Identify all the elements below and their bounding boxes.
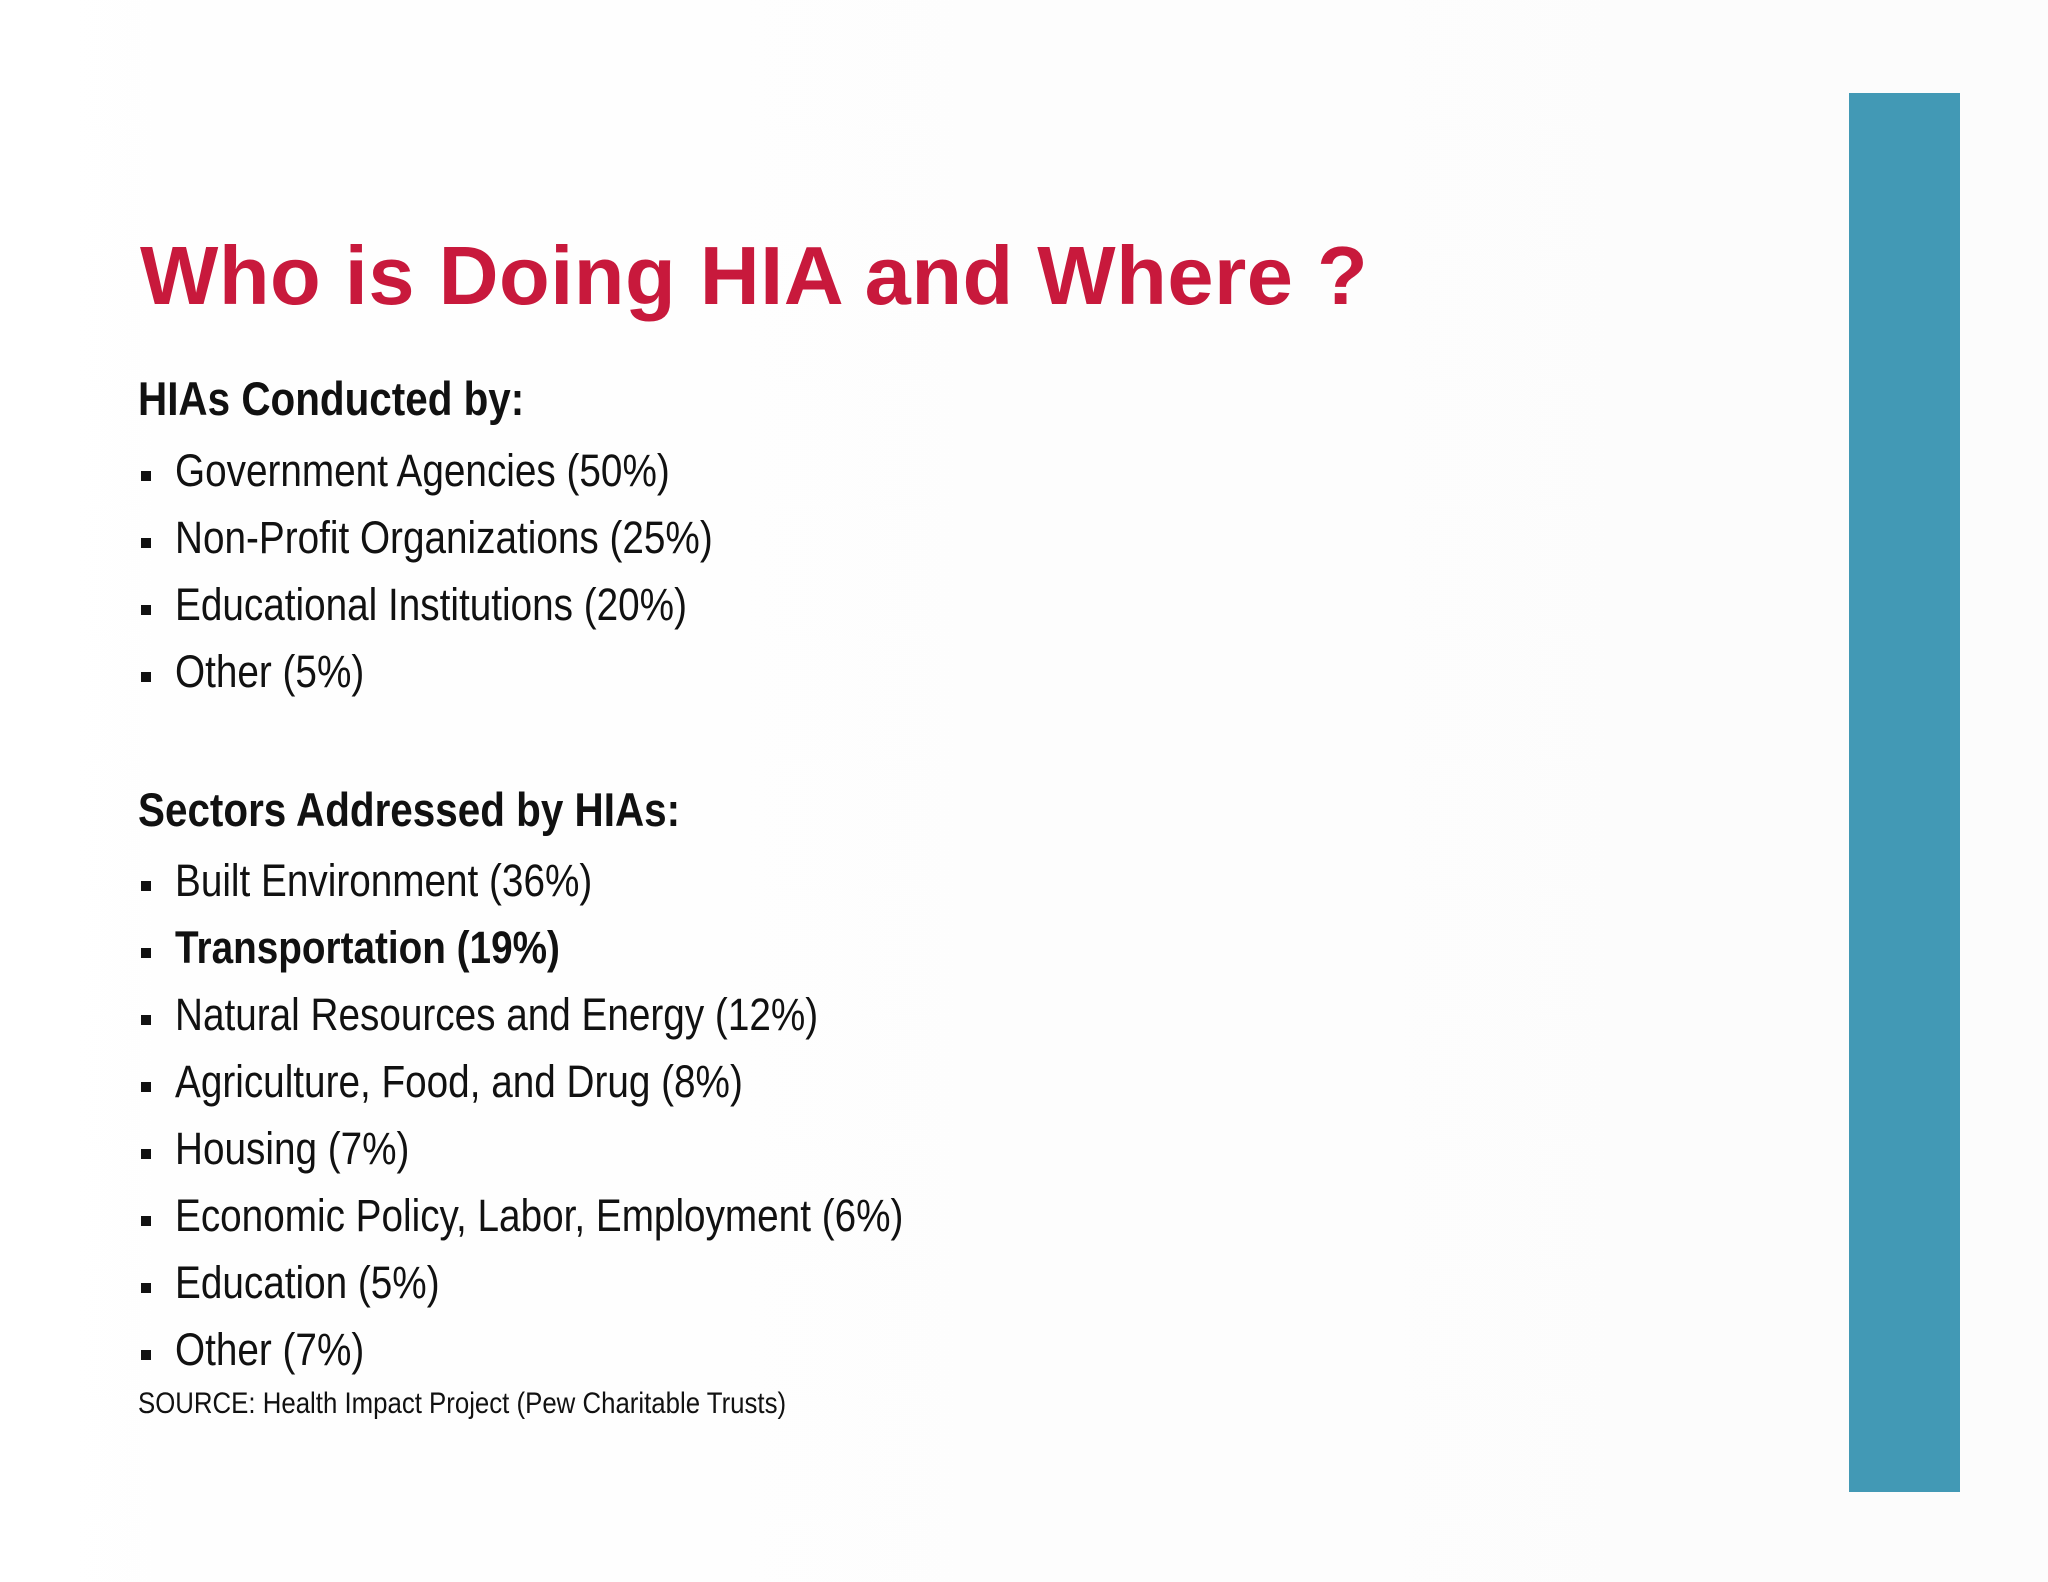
sectors-heading: Sectors Addressed by HIAs: <box>138 783 681 836</box>
bullet-icon <box>141 1283 151 1293</box>
bullet-icon <box>141 672 151 682</box>
list-item-label: Other (5%) <box>175 646 365 697</box>
conducted-by-heading: HIAs Conducted by: <box>138 372 525 425</box>
list-item-label-emphasized: Transportation (19%) <box>175 922 560 973</box>
list-item-label: Education (5%) <box>175 1257 440 1308</box>
bullet-icon <box>141 1149 151 1159</box>
list-item-label: Other (7%) <box>175 1324 365 1375</box>
accent-sidebar <box>1849 93 1960 1492</box>
bullet-icon <box>141 471 151 481</box>
bullet-icon <box>141 605 151 615</box>
bullet-icon <box>141 881 151 891</box>
list-item-label: Economic Policy, Labor, Employment (6%) <box>175 1190 904 1241</box>
slide-title: Who is Doing HIA and Where ? <box>140 229 1369 322</box>
bullet-icon <box>141 1015 151 1025</box>
bullet-icon <box>141 538 151 548</box>
list-item-label: Educational Institutions (20%) <box>175 579 687 630</box>
list-item-label: Housing (7%) <box>175 1123 410 1174</box>
bullet-icon <box>141 1350 151 1360</box>
list-item-label: Natural Resources and Energy (12%) <box>175 989 819 1040</box>
list-item-label: Agriculture, Food, and Drug (8%) <box>175 1056 743 1107</box>
list-item-label: Government Agencies (50%) <box>175 445 670 496</box>
list-item-label: Non-Profit Organizations (25%) <box>175 512 713 563</box>
bullet-icon <box>141 1082 151 1092</box>
bullet-icon <box>141 1216 151 1226</box>
list-item-label: Built Environment (36%) <box>175 855 593 906</box>
bullet-icon <box>141 948 151 958</box>
source-citation: SOURCE: Health Impact Project (Pew Charitable Trusts) <box>138 1387 787 1420</box>
